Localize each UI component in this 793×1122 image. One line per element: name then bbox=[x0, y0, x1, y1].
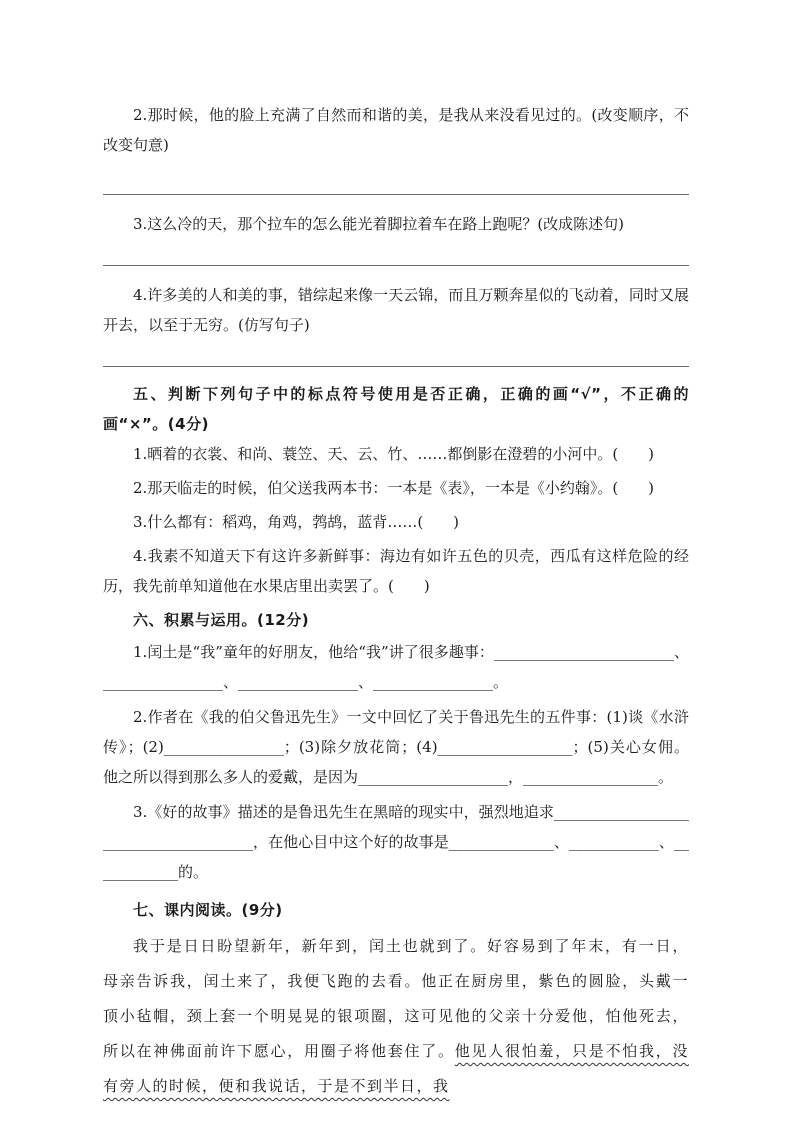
rewrite-question-2: 2.那时候，他的脸上充满了自然而和谐的美，是我从来没看见过的。(改变顺序，不改变句意) bbox=[103, 106, 689, 154]
section5-title: 五、判断下列句子中的标点符号使用是否正确，正确的画“√”，不正确的画“×”。(4分) bbox=[103, 385, 689, 433]
section7-title: 七、课内阅读。(9分) bbox=[133, 901, 283, 919]
judge-item-4: 4.我素不知道天下有这许多新鲜事：海边有如许五色的贝壳，西瓜有这样危险的经历，我先前单知道他在水果店里出卖罢了。( ) bbox=[103, 547, 689, 595]
fill-item-2: 2.作者在《我的伯父鲁迅先生》一文中回忆了关于鲁迅先生的五件事：(1)谈《水浒传》；(2)________________；(3)除夕放花筒；(4)__________________；(5)关心女佣。他之所以得到那么多人的爱戴，是因为____________________，__________________。 bbox=[103, 708, 689, 786]
reading-passage bbox=[103, 929, 689, 1104]
judge-item-3: 3.什么都有：稻鸡，角鸡，鹁鸪，蓝背……( ) bbox=[133, 513, 460, 531]
rewrite-question-4: 4.许多美的人和美的事，错综起来像一天云锦，而且万颗奔星似的飞动着，同时又展开去，以至于无穷。(仿写句子) bbox=[103, 286, 689, 334]
answer-line-question-4 bbox=[103, 340, 689, 367]
answer-line-question-3 bbox=[103, 239, 689, 266]
fill-item-1: 1.闰土是“我”童年的好朋友，他给“我”讲了很多趣事：________________________、________________、________________、________________。 bbox=[103, 643, 689, 691]
judge-item-2: 2.那天临走的时候，伯父送我两本书：一本是《表》，一本是《小约翰》。( ) bbox=[133, 479, 655, 497]
section6-title: 六、积累与运用。(12分) bbox=[133, 611, 310, 629]
fill-item-3: 3.《好的故事》描述的是鲁迅先生在黑暗的现实中，强烈地追求______________________________________，在他心目中这个好的故事是______________、____________、____________的。 bbox=[103, 803, 689, 881]
passage-wavy-underlined-text: 他见人很怕羞，只是不怕我，没有旁人的时候，便和我说话，于是不到半日，我 bbox=[103, 1042, 689, 1095]
answer-line-question-2 bbox=[103, 160, 689, 195]
judge-item-1: 1.晒着的衣裳、和尚、蓑笠、天、云、竹、……都倒影在澄碧的小河中。( ) bbox=[133, 445, 655, 463]
passage-normal-text: 我于是日日盼望新年，新年到，闰土也就到了。好容易到了年末，有一日，母亲告诉我，闰土来了，我便飞跑的去看。他正在厨房里，紫色的圆脸，头戴一顶小毡帽，颈上套一个明晃晃的银项圈，这可见他的父亲十分爱他，怕他死去，所以在神佛面前许下愿心，用圈子将他套住了。 bbox=[103, 937, 689, 1060]
rewrite-question-3: 3.这么冷的天，那个拉车的怎么能光着脚拉着车在路上跑呢？(改成陈述句) bbox=[133, 215, 625, 233]
